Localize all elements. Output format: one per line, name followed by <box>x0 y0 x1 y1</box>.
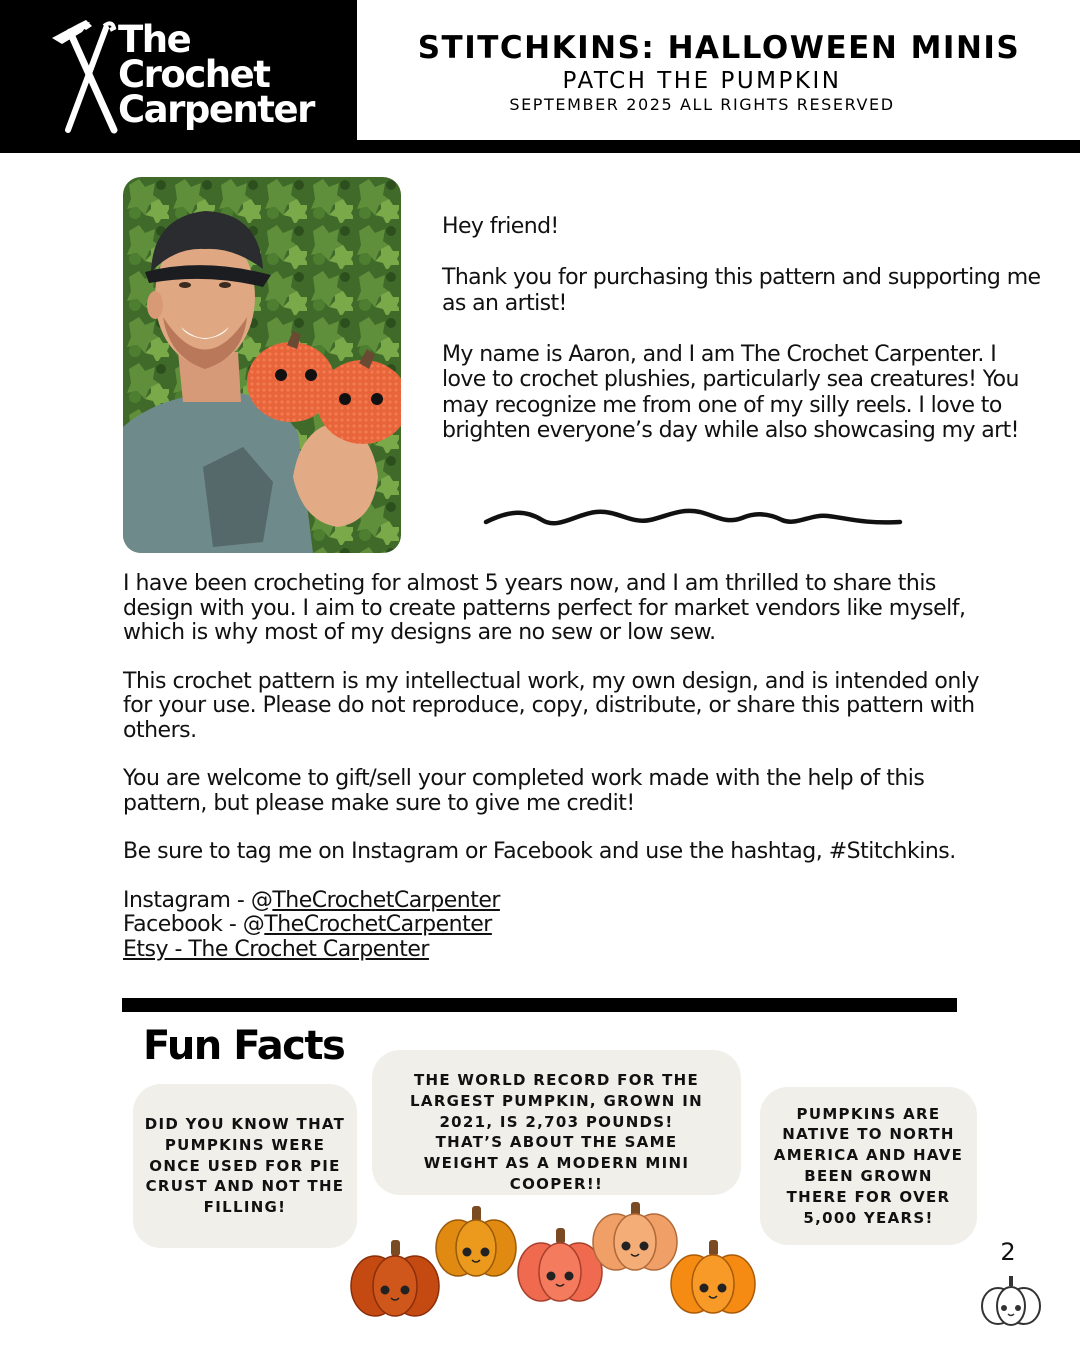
instagram-line <box>123 889 1003 914</box>
page-number: 2 <box>1000 1238 1016 1266</box>
fact-bubble <box>760 1087 977 1245</box>
author-photo <box>123 177 401 553</box>
facebook-prefix: Facebook - @ <box>123 912 265 937</box>
pattern-notes <box>123 572 1003 962</box>
instagram-prefix: Instagram - @ <box>123 887 273 913</box>
brand-logo <box>0 0 357 140</box>
pumpkin-row-illustration <box>345 1200 765 1320</box>
pattern-subtitle: PATCH THE PUMPKIN <box>562 68 842 94</box>
facebook-line <box>123 913 1003 938</box>
pumpkin-icon <box>518 1228 602 1301</box>
pumpkin-icon <box>671 1240 755 1313</box>
logo-line: Carpenter <box>118 88 314 131</box>
greeting-text: Hey friend! <box>442 214 559 239</box>
copyright-notice: SEPTEMBER 2025 ALL RIGHTS RESERVED <box>509 95 895 114</box>
header-divider <box>0 140 1080 153</box>
pattern-title: STITCHKINS: HALLOWEEN MINIS <box>417 30 1021 66</box>
logo-wordmark <box>118 18 314 131</box>
fact-bubble <box>133 1084 357 1248</box>
social-links <box>123 889 1003 963</box>
fact-bubble <box>372 1050 741 1195</box>
instagram-link[interactable]: TheCrochetCarpenter <box>272 887 500 913</box>
fact-text: PUMPKINS ARE NATIVE TO NORTH AMERICA AND HAVE BEEN GROWN THERE FOR OVER 5,000 YEARS! <box>773 1104 964 1227</box>
about-text: My name is Aaron, and I am The Crochet Carpenter. I love to crochet plushies, particularly sea creatures! You may recognize me from one of my silly reels. I love to brighten everyone’s day while also showcasing my art! <box>442 341 1019 443</box>
fun-facts-heading: Fun Facts <box>143 1023 345 1069</box>
pumpkin-icon <box>436 1206 516 1276</box>
credit-paragraph: You are welcome to gift/sell your completed work made with the help of this pattern, but please make sure to give me credit! <box>123 766 925 816</box>
etsy-line <box>123 938 1003 963</box>
hashtag-paragraph: Be sure to tag me on Instagram or Facebook and use the hashtag, #Stitchkins. <box>123 839 956 864</box>
experience-paragraph: I have been crocheting for almost 5 years now, and I am thrilled to share this design with you. I aim to create patterns perfect for market vendors like myself, which is why most of my designs are no sew or low sew. <box>123 571 966 645</box>
thanks-text: Thank you for purchasing this pattern and supporting me as an artist! <box>442 265 1041 316</box>
pumpkin-icon <box>351 1240 439 1316</box>
hammer-hook-icon <box>42 18 122 136</box>
section-divider <box>122 998 957 1012</box>
logo-line: The <box>118 18 191 61</box>
pumpkin-icon <box>593 1202 677 1270</box>
logo-line: Crochet <box>118 53 270 96</box>
pumpkin-icon <box>978 1274 1044 1328</box>
signature-squiggle <box>480 502 910 536</box>
copyright-paragraph: This crochet pattern is my intellectual work, my own design, and is intended only for your use. Please do not reproduce, copy, distribute, or share this pattern with others. <box>123 668 979 743</box>
fact-text: THE WORLD RECORD FOR THE LARGEST PUMPKIN, GROWN IN 2021, IS 2,703 POUNDS! THAT’S ABOUT THE SAME WEIGHT AS A MODERN MINI COOPER!! <box>410 1071 703 1193</box>
fact-text: DID YOU KNOW THAT PUMPKINS WERE ONCE USED FOR PIE CRUST AND NOT THE FILLING! <box>144 1115 346 1217</box>
facebook-link[interactable]: TheCrochetCarpenter <box>264 912 492 937</box>
intro-message <box>442 214 1042 469</box>
etsy-link[interactable]: Etsy - The Crochet Carpenter <box>123 936 429 962</box>
